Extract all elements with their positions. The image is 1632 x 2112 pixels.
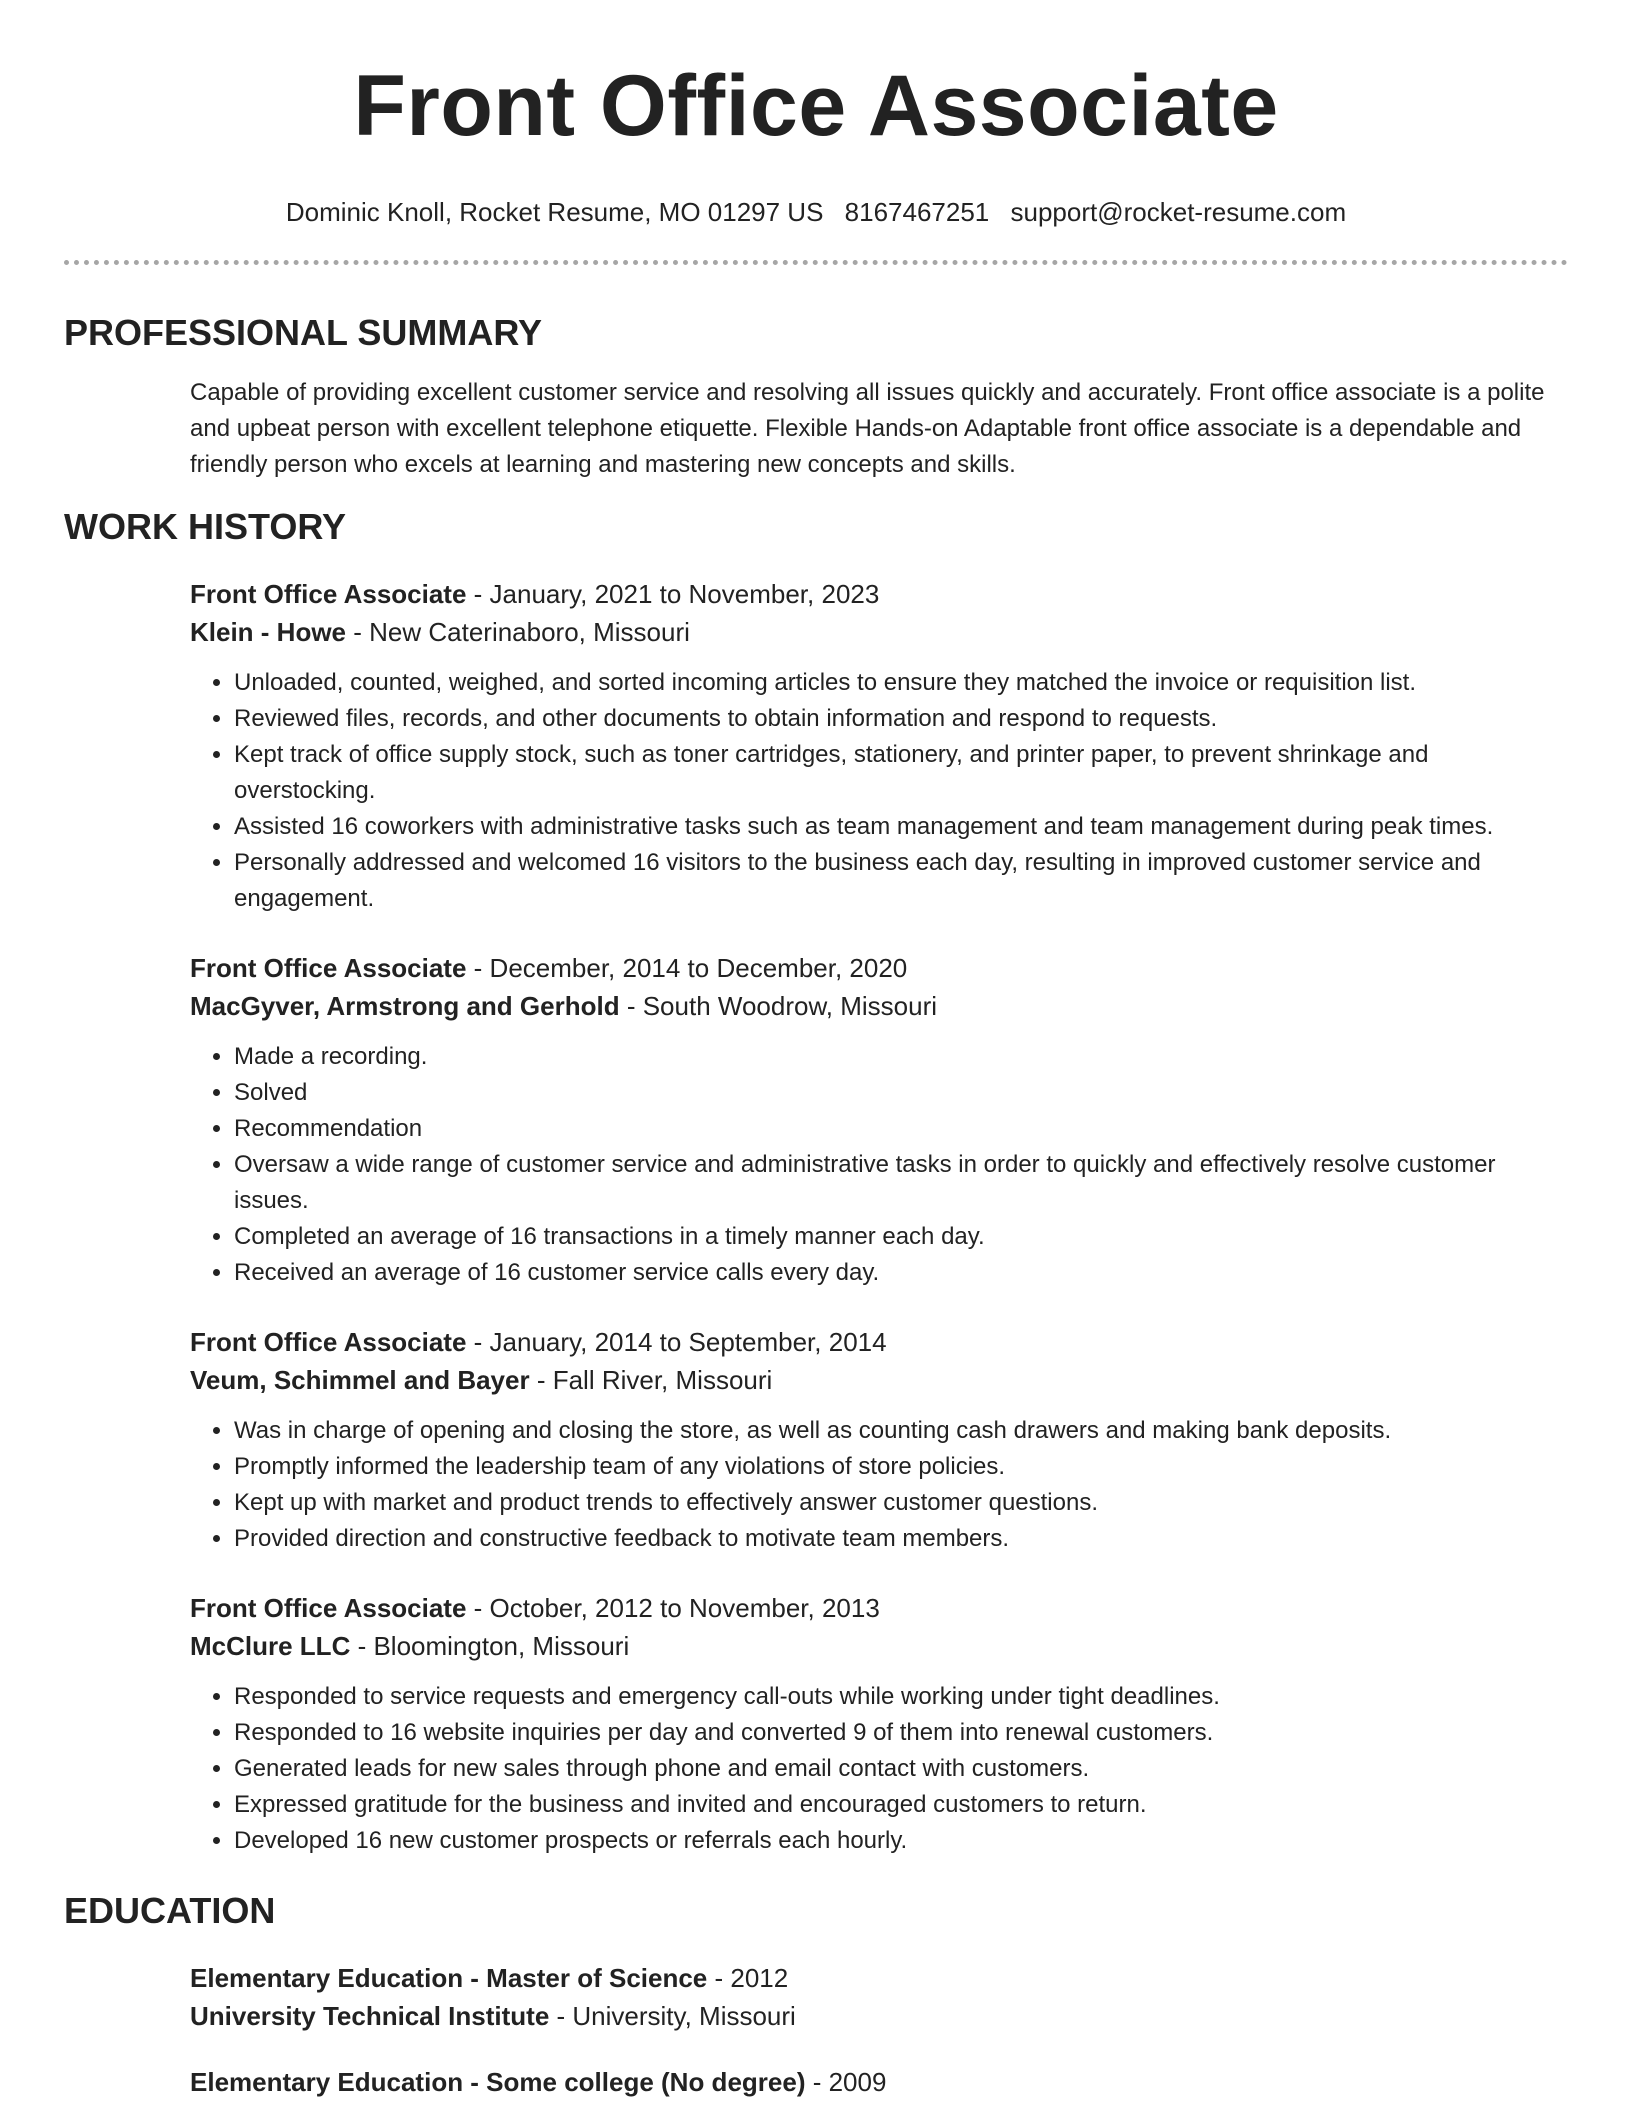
job-company-line: Klein - Howe - New Caterinaboro, Missouri — [190, 617, 690, 647]
job-title: Front Office Associate — [190, 953, 467, 983]
job-bullet: • Unloaded, counted, weighed, and sorted incoming articles to ensure they matched the invoice or requisition list. — [234, 665, 1568, 701]
job-bullet: • Recommendation — [234, 1111, 1568, 1147]
job-bullet: • Developed 16 new customer prospects or referrals each hourly. — [234, 1823, 1568, 1859]
job-bullet: • Expressed gratitude for the business and invited and encouraged customers to return. — [234, 1787, 1568, 1823]
summary-section — [190, 375, 1568, 483]
job-bullet-list — [190, 1679, 1568, 1859]
job-entry — [190, 1323, 1568, 1557]
job-bullet: • Generated leads for new sales through phone and email contact with customers. — [234, 1751, 1568, 1787]
job-company: Veum, Schimmel and Bayer — [190, 1365, 530, 1395]
job-title: Front Office Associate — [190, 579, 467, 609]
education-school-line: University Technical Institute - University, Missouri — [190, 2001, 796, 2031]
education-degree-line: Elementary Education - Master of Science - 2012 — [190, 1963, 789, 1993]
job-entry — [190, 1589, 1568, 1859]
education-heading: EDUCATION — [64, 1890, 276, 1931]
job-company: McClure LLC — [190, 1631, 351, 1661]
job-bullet: • Promptly informed the leadership team of any violations of store policies. — [234, 1449, 1568, 1485]
job-bullet: • Assisted 16 coworkers with administrative tasks such as team management and team management during peak times. — [234, 809, 1568, 845]
job-company-line: MacGyver, Armstrong and Gerhold - South Woodrow, Missouri — [190, 991, 938, 1021]
job-bullet: • Was in charge of opening and closing the store, as well as counting cash drawers and making bank deposits. — [234, 1413, 1568, 1449]
job-title-line: Front Office Associate - January, 2014 to September, 2014 — [190, 1327, 887, 1357]
resume-page — [64, 0, 1568, 2101]
summary-text: Capable of providing excellent customer service and resolving all issues quickly and accurately. Front office associate is a polite and upbeat person with excellent telephone etiquette. Flexible Hands-on Adaptable front office associate is a dependable and friendly person who excels at learning and mastering new concepts and skills. — [190, 379, 1545, 478]
job-bullet: • Solved — [234, 1075, 1568, 1111]
job-location: South Woodrow, Missouri — [642, 991, 938, 1021]
job-bullet-list — [190, 1413, 1568, 1557]
education-year: 2012 — [730, 1963, 789, 1993]
job-dates: January, 2021 to November, 2023 — [489, 579, 880, 609]
job-title: Front Office Associate — [190, 1593, 467, 1623]
job-title-line: Front Office Associate - January, 2021 to November, 2023 — [190, 579, 880, 609]
job-company: Klein - Howe — [190, 617, 347, 647]
job-company-line: McClure LLC - Bloomington, Missouri — [190, 1631, 630, 1661]
job-bullet: • Kept track of office supply stock, such as toner cartridges, stationery, and printer paper, to prevent shrinkage and overstocking. — [234, 737, 1568, 809]
job-bullet: • Provided direction and constructive feedback to motivate team members. — [234, 1521, 1568, 1557]
summary-heading: PROFESSIONAL SUMMARY — [64, 312, 543, 353]
job-title-line: Front Office Associate - December, 2014 to December, 2020 — [190, 953, 908, 983]
job-company-line: Veum, Schimmel and Bayer - Fall River, Missouri — [190, 1365, 773, 1395]
contact-phone: 8167467251 — [844, 197, 990, 227]
job-bullet: • Reviewed files, records, and other documents to obtain information and respond to requests. — [234, 701, 1568, 737]
education-entry — [190, 1959, 1568, 2035]
job-dates: January, 2014 to September, 2014 — [489, 1327, 887, 1357]
job-bullet: • Completed an average of 16 transactions in a timely manner each day. — [234, 1219, 1568, 1255]
job-bullet-list — [190, 665, 1568, 917]
job-entry — [190, 575, 1568, 917]
education-section — [190, 1959, 1568, 2101]
education-entry — [190, 2063, 1568, 2101]
contact-address: Dominic Knoll, Rocket Resume, MO 01297 US — [285, 197, 824, 227]
job-location: Bloomington, Missouri — [373, 1631, 630, 1661]
education-location: University, Missouri — [572, 2001, 796, 2031]
job-bullet: • Made a recording. — [234, 1039, 1568, 1075]
education-degree-line: Elementary Education - Some college (No degree) - 2009 — [190, 2067, 887, 2097]
education-school: University Technical Institute — [190, 2001, 550, 2031]
job-bullet-list — [190, 1039, 1568, 1291]
job-company: MacGyver, Armstrong and Gerhold — [190, 991, 620, 1021]
work-history-heading: WORK HISTORY — [64, 506, 347, 547]
job-bullet: • Kept up with market and product trends to effectively answer customer questions. — [234, 1485, 1568, 1521]
contact-email: support@rocket-resume.com — [1010, 197, 1347, 227]
education-degree: Elementary Education - Some college (No degree) — [190, 2067, 806, 2097]
header-divider — [64, 260, 1568, 265]
job-bullet: • Personally addressed and welcomed 16 visitors to the business each day, resulting in improved customer service and engagement. — [234, 845, 1568, 917]
education-year: 2009 — [828, 2067, 887, 2097]
contact-line — [64, 196, 1568, 228]
job-title-line: Front Office Associate - October, 2012 to November, 2013 — [190, 1593, 880, 1623]
job-bullet: • Responded to service requests and emergency call-outs while working under tight deadlines. — [234, 1679, 1568, 1715]
resume-title: Front Office Associate — [353, 58, 1279, 154]
job-location: New Caterinaboro, Missouri — [369, 617, 690, 647]
job-bullet: • Oversaw a wide range of customer service and administrative tasks in order to quickly and effectively resolve customer issues. — [234, 1147, 1568, 1219]
job-dates: December, 2014 to December, 2020 — [489, 953, 908, 983]
job-location: Fall River, Missouri — [552, 1365, 773, 1395]
job-bullet: • Received an average of 16 customer service calls every day. — [234, 1255, 1568, 1291]
work-history-section — [190, 575, 1568, 1859]
job-title: Front Office Associate — [190, 1327, 467, 1357]
job-dates: October, 2012 to November, 2013 — [489, 1593, 880, 1623]
education-degree: Elementary Education - Master of Science — [190, 1963, 708, 1993]
job-bullet: • Responded to 16 website inquiries per day and converted 9 of them into renewal customers. — [234, 1715, 1568, 1751]
job-entry — [190, 949, 1568, 1291]
